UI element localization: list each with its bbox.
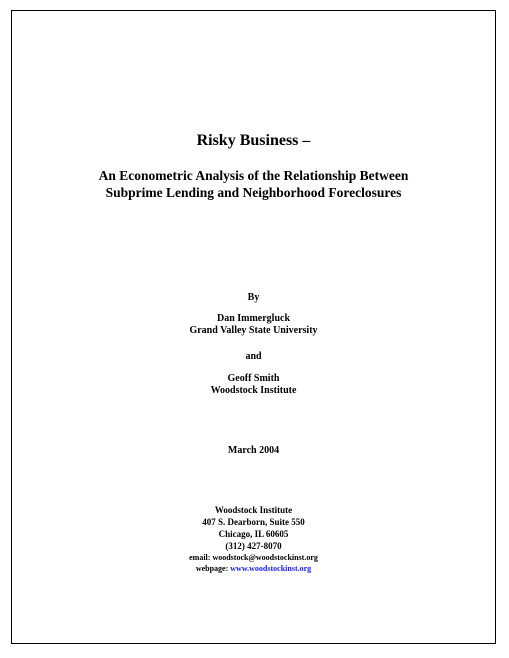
publisher-name: Woodstock Institute: [214, 505, 293, 515]
publication-date: March 2004: [227, 445, 280, 456]
publisher-email-line: [12, 553, 495, 562]
email-label: email:: [189, 553, 211, 562]
author-1-affiliation: Grand Valley State University: [189, 325, 318, 336]
author-2-affiliation: Woodstock Institute: [210, 385, 297, 396]
publisher-web-line: [12, 564, 495, 573]
publisher-address: 407 S. Dearborn, Suite 550: [202, 517, 305, 527]
email-address[interactable]: woodstock@woodstockinst.org: [212, 553, 318, 562]
document-subtitle-line-1: An Econometric Analysis of the Relationship Between: [98, 168, 409, 183]
author-2-name: Geoff Smith: [227, 373, 280, 384]
document-subtitle-line-2: Subprime Lending and Neighborhood Foreclosures: [105, 185, 402, 200]
publisher-phone: (312) 427-8070: [225, 541, 282, 551]
author-1-name: Dan Immergluck: [216, 313, 291, 324]
publisher-city: Chicago, IL 60605: [218, 529, 289, 539]
and-label: and: [245, 351, 262, 362]
webpage-label: webpage:: [195, 564, 229, 573]
document-title: Risky Business –: [196, 132, 311, 149]
by-label: By: [247, 292, 260, 303]
document-page: [11, 10, 496, 644]
webpage-link[interactable]: www.woodstockinst.org: [230, 564, 312, 573]
